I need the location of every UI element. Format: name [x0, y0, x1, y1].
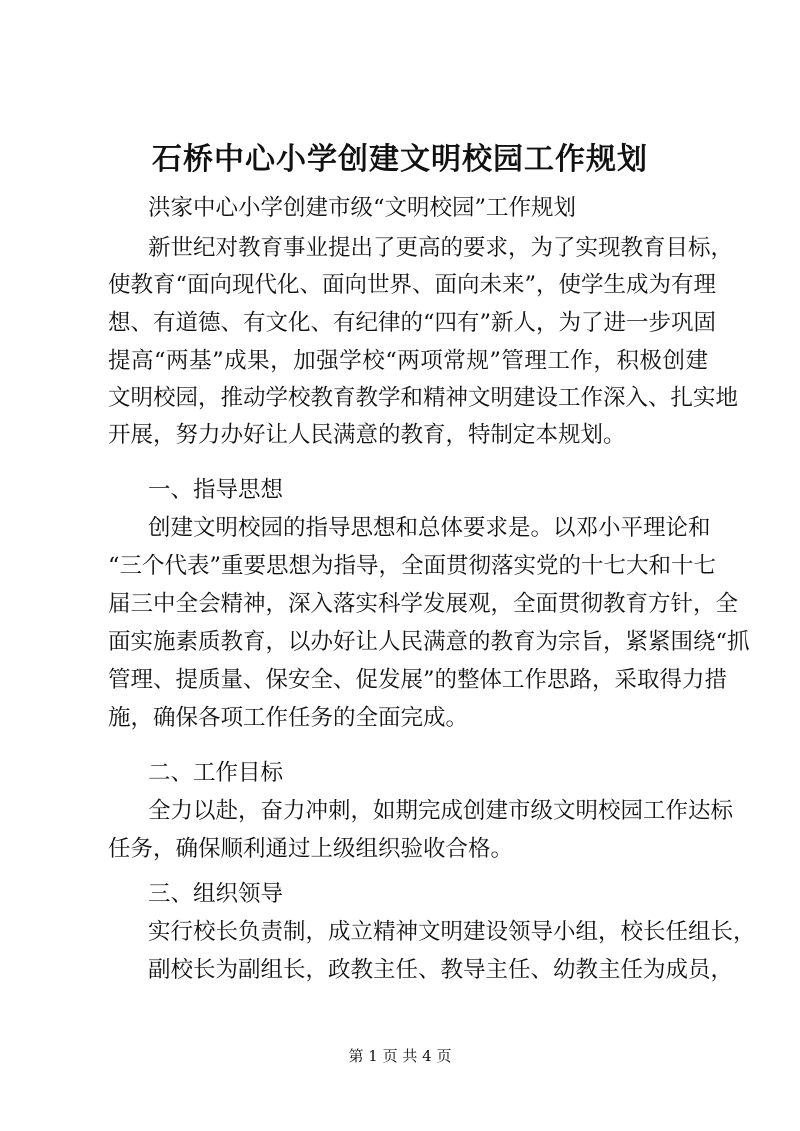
paragraph-line: 届三中全会精神，深入落实科学发展观，全面贯彻教育方针，全: [108, 591, 739, 617]
paragraph-line: 面实施素质教育，以办好让人民满意的教育为宗旨，紧紧围绕“抓: [108, 629, 750, 655]
paragraph-line: 管理、提质量、保安全、促发展”的整体工作思路，采取得力措: [108, 667, 728, 693]
paragraph-line: 副校长为副组长，政教主任、教导主任、幼教主任为成员，: [148, 957, 734, 983]
subtitle-line: 洪家中心小学创建市级“文明校园”工作规划: [148, 195, 577, 221]
page-number: 第 1 页 共 4 页: [348, 1047, 452, 1065]
paragraph-line: 施，确保各项工作任务的全面完成。: [108, 705, 469, 731]
paragraph-line: 实行校长负责制，成立精神文明建设领导小组，校长任组长，: [148, 919, 756, 945]
paragraph-line: 文明校园，推动学校教育教学和精神文明建设工作深入、扎实地: [108, 385, 739, 411]
paragraph-line: 提高“两基”成果，加强学校“两项常规”管理工作，积极创建: [108, 348, 708, 374]
paragraph-line: 新世纪对教育事业提出了更高的要求，为了实现教育目标，: [148, 235, 734, 261]
paragraph-line: “三个代表”重要思想为指导，全面贯彻落实党的十七大和十七: [108, 553, 717, 579]
paragraph-line: 全力以赴，奋力冲刺，如期完成创建市级文明校园工作达标: [148, 798, 734, 824]
paragraph-line: 使教育“面向现代化、面向世界、面向未来”，使学生成为有理: [108, 272, 717, 298]
section-heading: 一、指导思想: [148, 477, 284, 503]
paragraph-line: 任务，确保顺利通过上级组织验收合格。: [108, 836, 514, 862]
section-heading: 二、工作目标: [148, 760, 284, 786]
document-title: 石桥中心小学创建文明校园工作规划: [152, 142, 648, 177]
paragraph-line: 想、有道德、有文化、有纪律的“四有”新人，为了进一步巩固: [108, 310, 717, 336]
section-heading: 三、组织领导: [148, 881, 284, 907]
paragraph-line: 开展，努力办好让人民满意的教育，特制定本规划。: [108, 422, 626, 448]
paragraph-line: 创建文明校园的指导思想和总体要求是。以邓小平理论和: [148, 515, 711, 541]
